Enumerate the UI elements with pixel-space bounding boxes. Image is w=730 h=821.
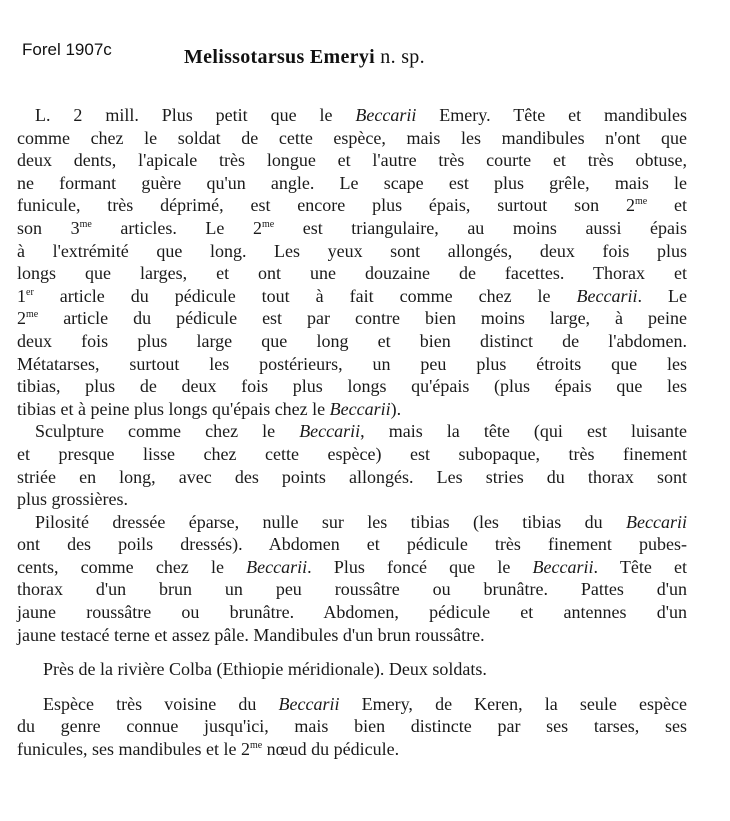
text-line: ont des poils dressés). Abdomen et pédicule très finement pubes- [17, 534, 687, 555]
ordinal-superscript: me [634, 196, 648, 208]
text-line: deux dents, l'apicale très longue et l'autre très courte et très obtuse, [17, 150, 687, 171]
text-line: ne formant guère qu'un angle. Le scape est plus grêle, mais le [17, 172, 687, 193]
species-italic: Beccarii [246, 556, 308, 577]
text-line: Pilosité dressée éparse, nulle sur les tibias (les tibias du Beccarii [35, 511, 687, 532]
text-line: longs que larges, et ont une douzaine de facettes. Thorax et [17, 263, 687, 284]
species-title [184, 46, 425, 69]
text-line: funicule, très déprimé, est encore plus épais, surtout son $2^{me}$ et [17, 195, 687, 216]
paragraph [17, 658, 687, 681]
species-italic: Beccarii [626, 511, 687, 532]
species-italic: Beccarii [299, 421, 361, 442]
paragraph-gap [17, 646, 687, 658]
description-body [17, 104, 687, 761]
text-line: $2^{me}$ article du pédicule est par contre bien moins large, à peine [17, 308, 687, 329]
paragraph [17, 104, 687, 420]
ordinal-superscript: er [26, 286, 34, 298]
text-line: jaune roussâtre ou brunâtre. Abdomen, pédicule et antennes d'un [17, 602, 687, 623]
paragraph [17, 693, 687, 761]
paragraph-gap [17, 681, 687, 693]
paragraph [17, 511, 687, 647]
text-line: L. 2 mill. Plus petit que le Beccarii Emery. Tête et mandibules [35, 105, 687, 125]
species-italic: Beccarii [278, 693, 340, 714]
text-line: jaune testacé terne et assez pâle. Mandibules d'un brun roussâtre. [17, 624, 485, 645]
text-line: funicules, ses mandibules et le $2^{me}$ nœud du pédicule. [17, 739, 400, 760]
text-line: et presque lisse chez cette espèce) est subopaque, très finement [17, 443, 687, 464]
species-italic: Beccarii [576, 285, 638, 306]
species-italic: Beccarii [532, 556, 594, 577]
ordinal-superscript: me [261, 218, 275, 230]
text-line: à l'extrémité que long. Les yeux sont allongés, deux fois plus [17, 240, 687, 261]
text-line: Sculpture comme chez le Beccarii, mais la tête (qui est luisante [35, 421, 687, 442]
citation-label: Forel 1907c [22, 40, 112, 59]
text-line: Près de la rivière Colba (Ethiopie méridionale). Deux soldats. [43, 659, 487, 680]
text-line: Espèce très voisine du Beccarii Emery, de Keren, la seule espèce [43, 693, 687, 714]
species-name: Melissotarsus Emeryi [184, 46, 375, 68]
ordinal-superscript: me [26, 309, 39, 321]
text-line: cents, comme chez le Beccarii. Plus foncé que le Beccarii. Tête et [17, 556, 688, 577]
text-line: du genre connue jusqu'ici, mais bien distincte par ses tarses, ses [17, 716, 687, 737]
text-line: thorax d'un brun un peu roussâtre ou brunâtre. Pattes d'un [17, 579, 687, 600]
text-line: striée en long, avec des points allongés. Les stries du thorax sont [17, 466, 687, 487]
paragraph [17, 420, 687, 510]
new-species-tag: n. sp. [380, 46, 425, 68]
text-line: tibias et à peine plus longs qu'épais chez le Beccarii). [17, 398, 402, 419]
text-line: deux fois plus large que long et bien distinct de l'abdomen. [17, 330, 687, 351]
text-line: Métatarses, surtout les postérieurs, un peu plus étroits que les [17, 353, 687, 374]
species-italic: Beccarii [329, 398, 391, 419]
species-italic: Beccarii [355, 105, 417, 125]
text-line: plus grossières. [17, 489, 128, 510]
text-line: tibias, plus de deux fois plus longs qu'épais (plus épais que les [17, 376, 687, 397]
ordinal-superscript: me [79, 218, 92, 230]
text-line: comme chez le soldat de cette espèce, mais les mandibules n'ont que [17, 127, 687, 148]
text-line: son $3^{me}$ articles. Le $2^{me}$ est triangulaire, au moins aussi épais [17, 217, 687, 238]
ordinal-superscript: me [249, 740, 263, 752]
text-line: 1er article du pédicule tout à fait comme chez le Beccarii. Le [17, 285, 688, 306]
